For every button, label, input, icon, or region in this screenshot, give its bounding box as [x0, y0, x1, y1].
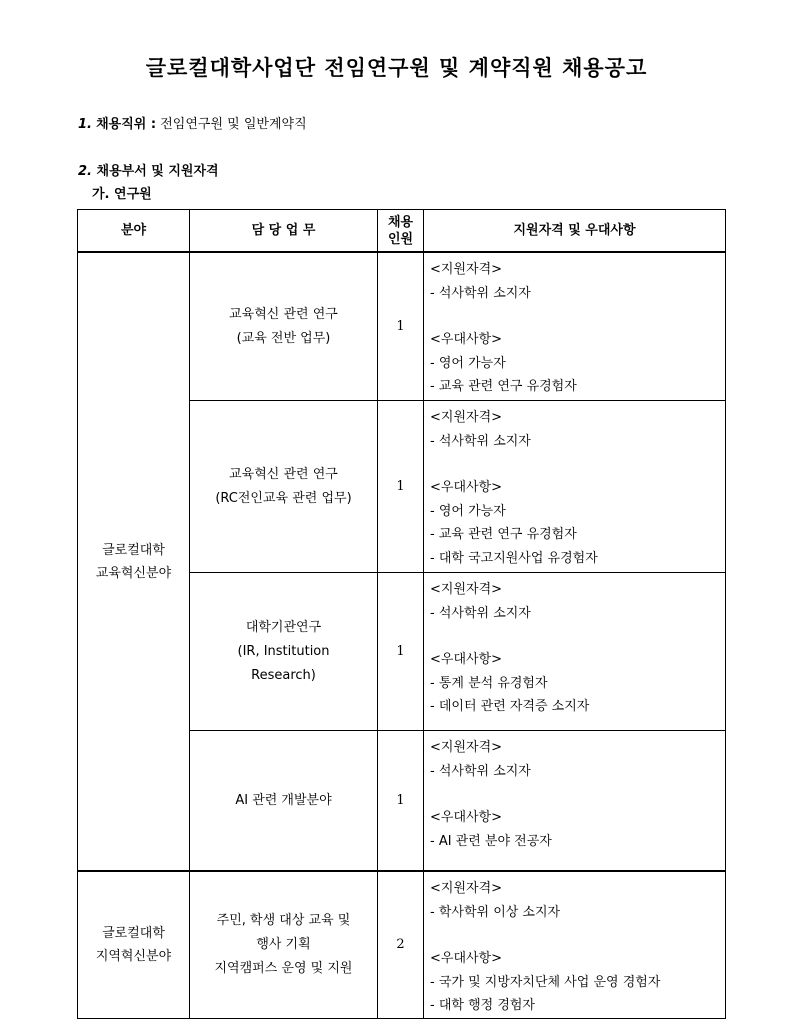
pref-item: - 통계 분석 유경험자	[430, 675, 548, 691]
req-title: <지원자격>	[430, 740, 503, 755]
qualification-cell	[424, 731, 726, 872]
duty-cell	[190, 871, 378, 1018]
table-row	[78, 252, 726, 401]
header-duty: 담 당 업 무	[190, 210, 378, 253]
qualification-cell	[424, 573, 726, 731]
subsection-title: 가. 연구원	[92, 187, 152, 202]
duty-cell	[190, 573, 378, 731]
pref-item: - 국가 및 지방자치단체 사업 운영 경험자	[430, 974, 661, 990]
header-count-line1: 채용	[387, 214, 414, 230]
duty-line: 대학기관연구	[245, 619, 322, 635]
duty-cell	[190, 252, 378, 401]
duty-line: 행사 기획	[256, 936, 311, 952]
section-1-label: 채용직위 :	[96, 117, 157, 132]
section-2-number: 2.	[78, 164, 92, 179]
duty-line: AI 관련 개발분야	[235, 792, 332, 808]
section-1	[78, 113, 307, 132]
pref-item: - AI 관련 분야 전공자	[430, 833, 552, 849]
section-2-label: 채용부서 및 지원자격	[96, 164, 219, 179]
pref-title: <우대사항>	[430, 652, 503, 667]
pref-item: - 데이터 관련 자격증 소지자	[430, 699, 590, 714]
req-title: <지원자격>	[430, 262, 503, 277]
count-cell: 1	[378, 252, 424, 401]
req-item: - 석사학위 소지자	[430, 605, 531, 621]
duty-cell	[190, 401, 378, 573]
field-line: 글로컬대학	[102, 542, 165, 558]
qualification-cell	[424, 871, 726, 1018]
pref-item: - 대학 행정 경험자	[430, 998, 535, 1013]
duty-line: Research)	[251, 667, 316, 683]
header-field: 분야	[78, 210, 190, 253]
section-1-number: 1.	[78, 117, 92, 132]
pref-title: <우대사항>	[430, 810, 503, 825]
duty-line: 지역캠퍼스 운영 및 지원	[214, 960, 353, 976]
duty-line: 교육혁신 관련 연구	[229, 466, 338, 482]
qualification-cell	[424, 252, 726, 401]
field-line: 교육혁신분야	[95, 565, 172, 581]
table-header-row	[78, 210, 726, 253]
field-cell	[78, 252, 190, 871]
req-title: <지원자격>	[430, 881, 503, 896]
duty-line: 주민, 학생 대상 교육 및	[216, 912, 351, 928]
req-item: - 학사학위 이상 소지자	[430, 904, 561, 920]
pref-title: <우대사항>	[430, 951, 503, 966]
count-cell: 1	[378, 573, 424, 731]
req-title: <지원자격>	[430, 582, 503, 597]
count-cell: 2	[378, 871, 424, 1018]
field-cell	[78, 871, 190, 1018]
duty-line: (IR, Institution	[237, 643, 330, 659]
section-2	[78, 160, 219, 179]
page-title: 글로컬대학사업단 전임연구원 및 계약직원 채용공고	[145, 56, 648, 80]
recruitment-table	[77, 209, 726, 1019]
pref-item: - 영어 가능자	[430, 503, 506, 519]
pref-item: - 영어 가능자	[430, 355, 506, 371]
count-cell: 1	[378, 401, 424, 573]
req-item: - 석사학위 소지자	[430, 763, 531, 779]
duty-line: (교육 전반 업무)	[236, 330, 331, 346]
req-item: - 석사학위 소지자	[430, 285, 531, 301]
qualification-cell	[424, 401, 726, 573]
table-row	[78, 871, 726, 1018]
section-1-value: 전임연구원 및 일반계약직	[160, 117, 307, 132]
pref-item: - 대학 국고지원사업 유경험자	[430, 550, 598, 566]
header-qualification: 지원자격 및 우대사항	[424, 210, 726, 253]
field-line: 글로컬대학	[102, 925, 165, 941]
duty-line: (RC전인교육 관련 업무)	[215, 490, 352, 506]
pref-title: <우대사항>	[430, 332, 503, 347]
duty-line: 교육혁신 관련 연구	[229, 306, 338, 322]
pref-item: - 교육 관련 연구 유경험자	[430, 379, 577, 394]
duty-cell	[190, 731, 378, 872]
field-line: 지역혁신분야	[95, 948, 172, 964]
pref-item: - 교육 관련 연구 유경험자	[430, 527, 577, 542]
count-cell: 1	[378, 731, 424, 872]
req-item: - 석사학위 소지자	[430, 433, 531, 449]
req-title: <지원자격>	[430, 410, 503, 425]
header-count-line2: 인원	[387, 231, 414, 247]
pref-title: <우대사항>	[430, 480, 503, 495]
header-count	[378, 210, 424, 253]
